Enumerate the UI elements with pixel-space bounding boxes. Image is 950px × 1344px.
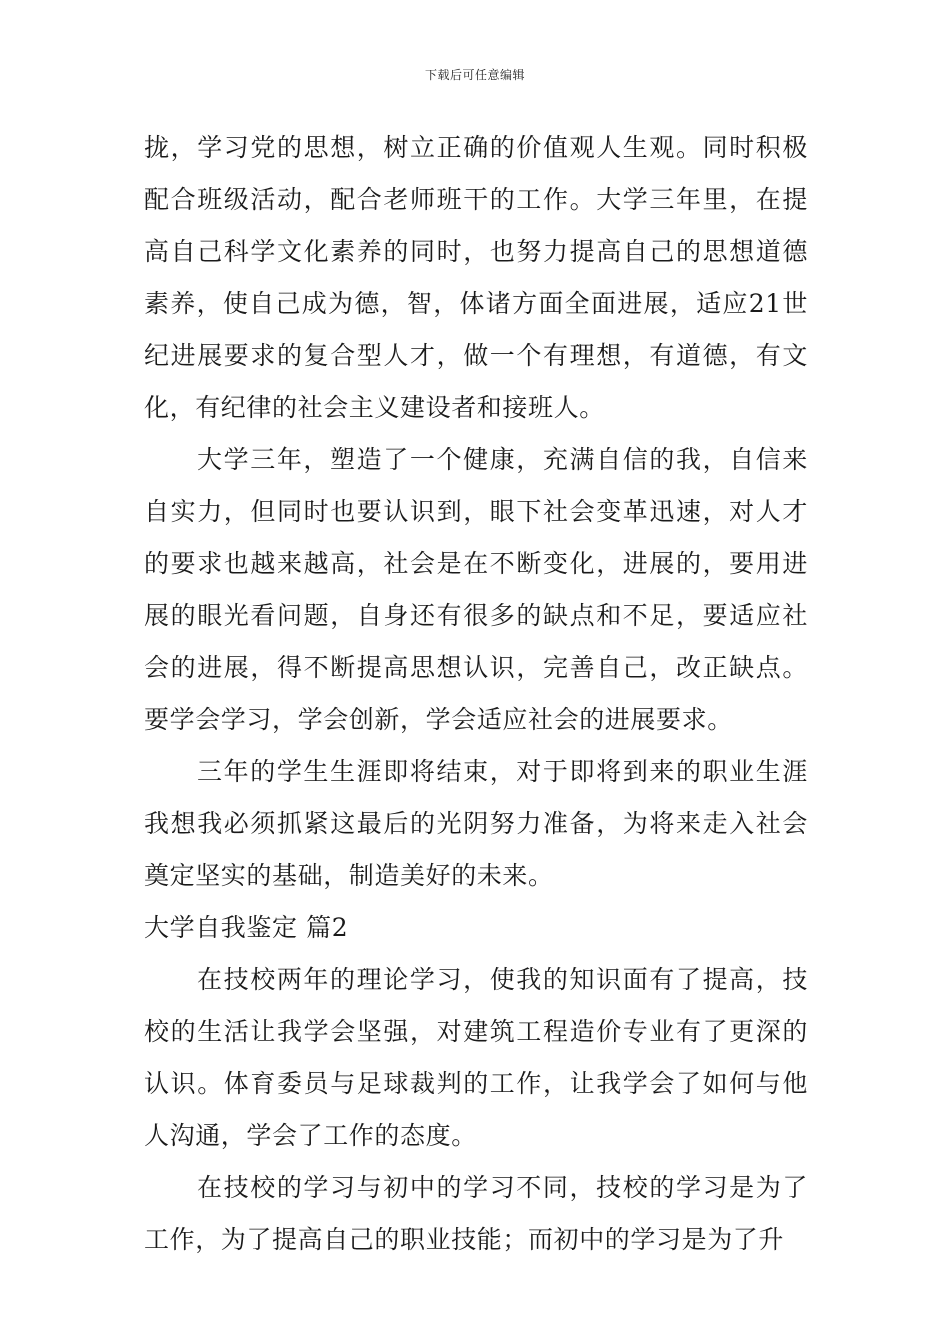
paragraph: 大学三年，塑造了一个健康，充满自信的我，自信来自实力，但同时也要认识到，眼下社会变革迅速，对人才的要求也越来越高，社会是在不断变化，进展的，要用进展的眼光看问题，自身还有很多的缺点和不足，要适应社会的进展，得不断提高思想认识，完善自己，改正缺点。要学会学习，学会创新，学会适应社会的进展要求。 [144, 445, 808, 734]
section-heading: 大学自我鉴定 篇2 [144, 913, 349, 942]
paragraph: 在技校的学习与初中的学习不同，技校的学习是为了工作，为了提高自己的职业技能；而初中的学习是为了升 [144, 1173, 808, 1254]
paragraph: 三年的学生生涯即将结束，对于即将到来的职业生涯我想我必须抓紧这最后的光阴努力准备，为将来走入社会奠定坚实的基础，制造美好的未来。 [144, 757, 808, 890]
paragraph: 在技校两年的理论学习，使我的知识面有了提高，技校的生活让我学会坚强，对建筑工程造价专业有了更深的认识。体育委员与足球裁判的工作，让我学会了如何与他人沟通，学会了工作的态度。 [144, 965, 808, 1150]
document-body [144, 122, 808, 1266]
page-header-note: 下载后可任意编辑 [424, 68, 525, 82]
paragraph-continued: 拢，学习党的思想，树立正确的价值观人生观。同时积极配合班级活动，配合老师班干的工作。大学三年里，在提高自己科学文化素养的同时，也努力提高自己的思想道德素养，使自己成为德，智，体诸方面全面进展，适应21世纪进展要求的复合型人才，做一个有理想，有道德，有文化，有纪律的社会主义建设者和接班人。 [144, 133, 808, 422]
